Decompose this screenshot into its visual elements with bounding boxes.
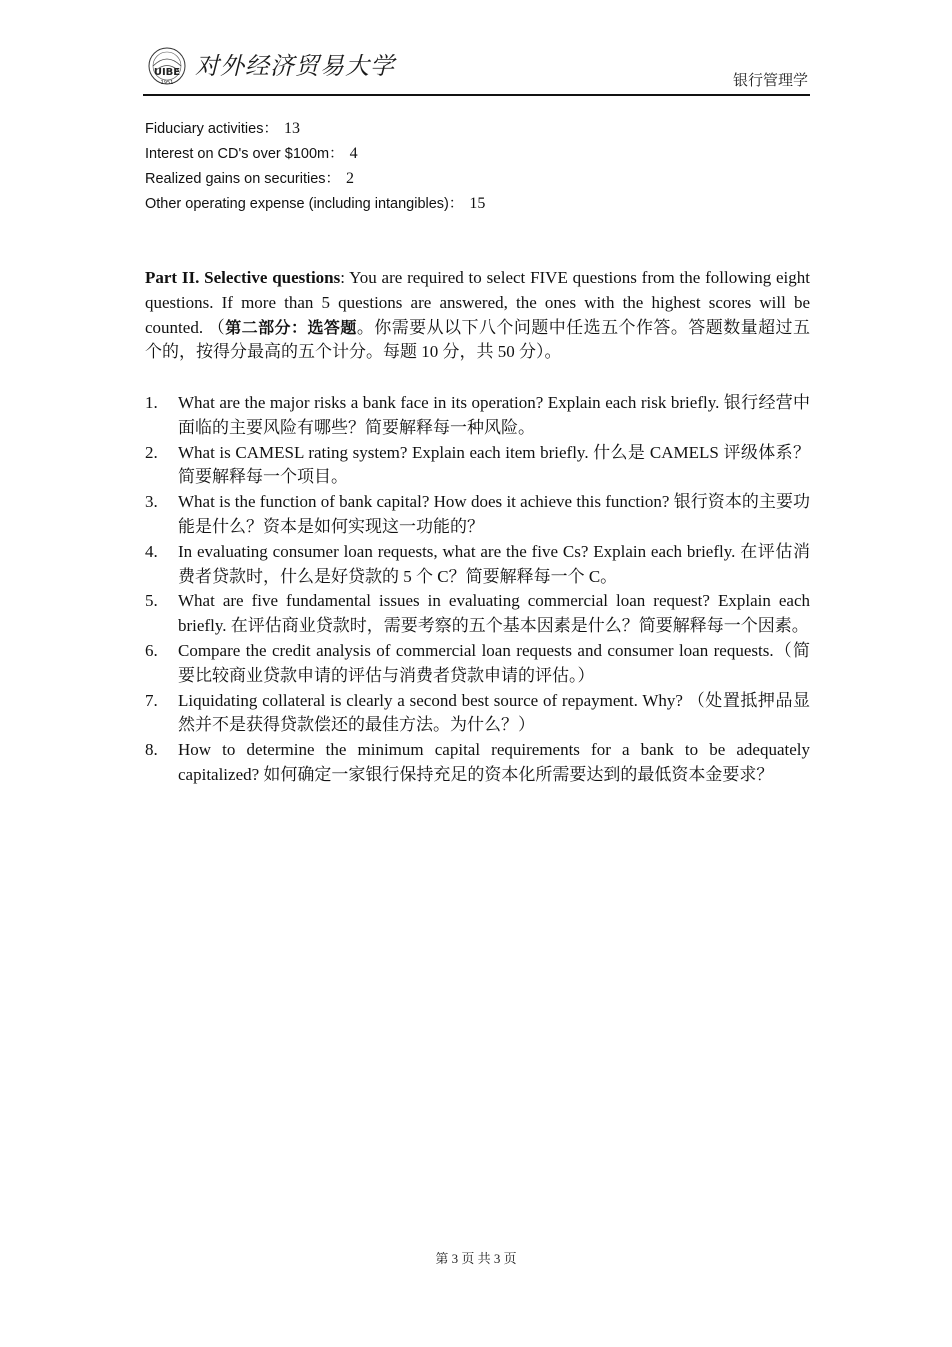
question-text: What is CAMESL rating system? Explain each item briefly. 什么是 CAMELS 评级体系？简要解释每一个项目。	[178, 442, 810, 487]
question-number: 5.	[145, 591, 158, 611]
question-text: What is the function of bank capital? How does it achieve this function? 银行资本的主要功能是什么？资本是如何实现这一功能的？	[178, 492, 810, 536]
question-number: 3.	[145, 492, 158, 512]
question-text: How to determine the minimum capital requirements for a bank to be adequately capitalized? 如何确定一家银行保持充足的资本化所需要达到的最低资本金要求？	[178, 740, 810, 784]
university-name: 对外经济贸易大学	[195, 52, 395, 80]
question-item	[145, 589, 810, 639]
question-list	[145, 391, 810, 788]
item-value: 4	[349, 145, 358, 162]
course-title: 银行管理学	[732, 71, 808, 89]
income-item	[145, 166, 810, 191]
question-number: 6.	[145, 640, 158, 660]
page-header	[143, 40, 810, 96]
question-number: 8.	[145, 740, 158, 760]
question-item	[145, 441, 810, 491]
item-value: 2	[346, 170, 355, 187]
university-emblem-icon	[145, 46, 189, 88]
part2-cn-text: 。你需要从以下八个问题中任选五个作答。答题数量超过五个的，按得分最高的五个计分。每题 10 分，共 50 分）。	[145, 317, 810, 362]
question-item	[145, 540, 810, 590]
part2-heading: Part II. Selective questions	[145, 268, 341, 287]
part2-instructions	[145, 266, 810, 365]
question-item	[145, 689, 810, 739]
question-item	[145, 490, 810, 540]
emblem-text: UIBE	[153, 67, 181, 78]
item-label: Interest on CD's over $100m：	[145, 146, 344, 162]
question-text: Liquidating collateral is clearly a second best source of repayment. Why? （处置抵押品显然并不是获得贷款偿还的最佳方法。为什么？）	[178, 690, 810, 735]
question-number: 7.	[145, 690, 158, 710]
income-item	[145, 141, 810, 166]
item-value: 15	[469, 195, 486, 212]
question-item	[145, 738, 810, 788]
question-item	[145, 391, 810, 441]
question-number: 1.	[145, 393, 158, 412]
question-text: What are five fundamental issues in evaluating commercial loan request? Explain each briefly. 在评估商业贷款时，需要考察的五个基本因素是什么？简要解释每一个因素。	[178, 591, 810, 636]
income-item	[145, 191, 810, 216]
emblem-year: 1951	[160, 80, 174, 86]
income-item	[145, 116, 810, 141]
part2-cn-heading: 第二部分：选答题	[225, 317, 357, 337]
question-text: What are the major risks a bank face in its operation? Explain each risk briefly. 银行经营中面临的主要风险有哪些？简要解释每一种风险。	[178, 393, 810, 437]
page-footer: 第 3 页 共 3 页	[435, 1251, 517, 1266]
item-label: Fiduciary activities：	[145, 121, 278, 137]
item-value: 13	[283, 120, 300, 137]
question-number: 4.	[145, 541, 158, 561]
question-item	[145, 639, 810, 689]
item-label: Realized gains on securities：	[145, 171, 341, 187]
item-label: Other operating expense (including intangibles)：	[145, 196, 464, 212]
income-items-list	[145, 116, 810, 216]
question-text: Compare the credit analysis of commercial loan requests and consumer loan requests.（简要比较商业贷款申请的评估与消费者贷款申请的评估。）	[178, 640, 810, 685]
part2-text: : You are required to select FIVE questions from the following eight questions. If more than 5 questions are answered, the ones with the highest scores will be counted. （	[145, 268, 811, 337]
question-text: In evaluating consumer loan requests, what are the five Cs? Explain each briefly. 在评估消费者贷款时，什么是好贷款的 5 个 C？简要解释每一个 C。	[178, 541, 810, 586]
question-number: 2.	[145, 442, 158, 462]
